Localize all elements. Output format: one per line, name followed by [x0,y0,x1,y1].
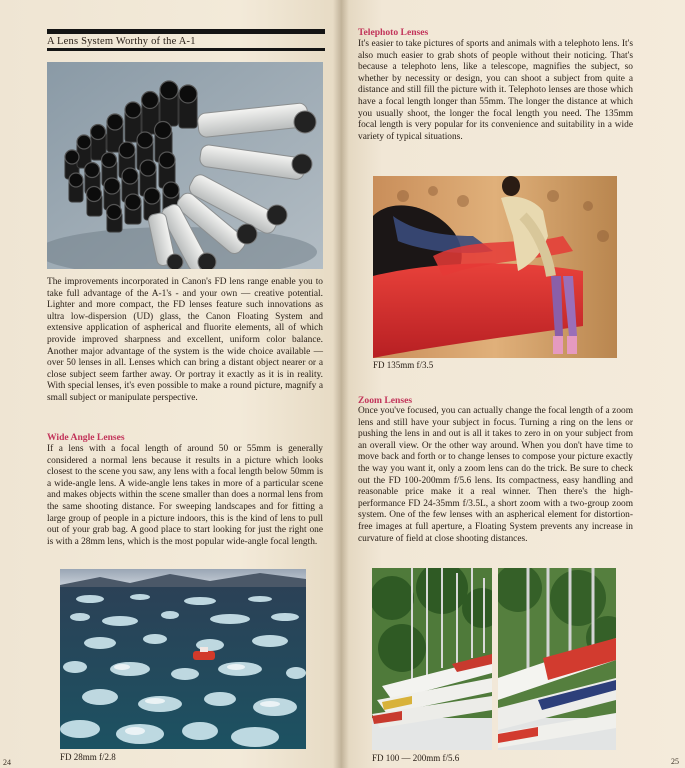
book-gutter [333,0,349,768]
telephoto-paragraph: It's easier to take pictures of sports and animals with a telephoto lens. It's also much easier to grab shots of people without their noticing. That's because a telephoto lens, like a telescope, magnifies the subject, so whether by necessity or design, you can shoot a subject from quite a distance and still fill the picture with it. Telephoto lenses are those which have a focal length longer than 55mm. The longer the distance at which you usually shoot, the longer the focal length you need. The 135mm focal length is very popular for its convenience and suitability in a wide variety of typical situations. [358,39,633,142]
sailboat-wide-photo [372,568,492,750]
page-number-right: 25 [671,757,679,766]
page-number-left: 24 [3,758,11,767]
section-header [47,29,325,51]
bullfighter-photo [373,176,617,358]
right-page [341,0,685,768]
header-rule-top [47,29,325,34]
sailboat-tele-photo [498,568,616,750]
zoom-heading: Zoom Lenses [358,395,413,406]
telephoto-heading: Telephoto Lenses [358,27,429,38]
zoom-caption: FD 100 — 200mm f/5.6 [372,753,460,763]
iceberg-photo [60,569,306,749]
intro-paragraph: The improvements incorporated in Canon's FD lens range enable you to take full advantage of the A-1's - and your own — creative potential. Lighter and more compact, the FD lenses feature such innovations as ultra low-dispersion (UD) glass, the Canon Floating System and extensive application of aspherical and fluorite elements, all of which provide improved sharpness and excellent, uniform color balance. Another major advantage of the system is the wide choice available — over 50 lenses in all. Lenses which can bring a distant object nearer or a close subject seem farther away. Or portray it exactly as it is in reality. With special lenses, it's even possible to make a round picture, magnify a small subject or manipulate perspective. [47,277,323,403]
telephoto-caption: FD 135mm f/3.5 [373,360,434,370]
left-page [0,0,341,768]
section-title: A Lens System Worthy of the A-1 [47,36,196,47]
lens-collection-photo [47,62,323,269]
wide-angle-heading: Wide Angle Lenses [47,432,125,443]
header-rule-bottom [47,48,325,51]
zoom-paragraph: Once you've focused, you can actually change the focal length of a zoom lens and still have your subject in focus. Turning a ring on the lens or pushing the lens in and out is all it takes to zero in on your subject from an overall view. Or the other way around. When you don't have time to move back and forth or to change lenses to compose your picture exactly the way you want it, only a zoom lens can do the trick. Be sure to check out the FD 100-200mm f/5.6 lens. Its compactness, easy handling and reasonable price make it a real winner. Then there's the high-performance FD 24-35mm f/3.5L, a short zoom with a two-group zoom system. One of the few lenses with an aspherical element for distortion-free images at full aperture, a Floating System prevents any increase in curvature of field at close shooting distances. [358,406,633,544]
wide-angle-paragraph: If a lens with a focal length of around 50 or 55mm is generally considered a normal lens because it results in a picture which looks closest to the scene you saw, any lens with a focal length below 50mm is a wide-angle lens. A wide-angle lens takes in more of a particular scene and makes objects within the scene smaller than does a normal lens from the same shooting distance. For sweeping landscapes and for fitting a large group of people in a picture indoors, this is the kind of lens to pull out of your grab bag. A good place to start looking for just the right one is with a 28mm lens, which is the most popular wide-angle focal length. [47,444,323,547]
wide-angle-caption: FD 28mm f/2.8 [60,752,116,762]
